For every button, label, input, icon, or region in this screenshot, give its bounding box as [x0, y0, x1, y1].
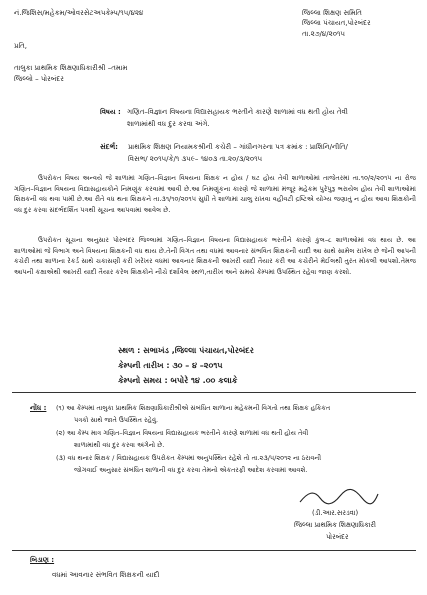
reference-line-2: વિસભ/ ૨૦૧૫/કે/૧ ૩૫૯– ૧૪૦૩ તા.૨૦/૩/૨૦૧૫ — [128, 155, 263, 163]
body-paragraph-2: ઉપરોકત સૂચના અનુસાર પોરબંદર જિલ્લામાં ગણિત–વિજ્ઞાન વિષયના વિદ્યાસહાયક ભરતીને કારણે કુલ–૮ શાળાઓમાં વધ થાય છે. આ શાળાઓમાં જે વિભાગ અને વિષયના શિક્ષકની વધ થાય છે.તેની વિગત તથા વધમાં આવનાર સંભવિત શિક્ષકની યાદી આ સાથે સામેલ રાખેલ છે જેની આપની કચેરી તથા શાળાના રેકર્ડ સાથે ચકાસણી કરી ખરેખર વધમાં આવનાર શિક્ષકની આખરી યાદી તૈયાર કરી આ કચેરીને મેઈલથી તુરંત મોકલી આપશો.તેમજ આપની કક્ષાએથી આખરી યાદી તૈયાર કરેલ શિક્ષકોને નીચે દર્શાવેલ સ્થળ,તારીખ અને સમયે કેમ્પમાં ઉપસ્થિત રહેવા જાણ કરશો. — [14, 236, 416, 276]
note-1-line-1: (૧) આ કેમ્પમાં તાલુકા પ્રાથમિક શિક્ષણાધિકારીશ્રીએ સંબંધિત શાળાના મહેકમની વિગતો તથા શિક્ષક હકિકત — [56, 404, 331, 412]
recipient-line-2: જિલ્લો – પોરબંદર — [14, 75, 64, 83]
signature-scribble — [296, 486, 382, 508]
subject-label: વિષય : — [100, 108, 121, 116]
reference-line-1: પ્રાથમિક શિક્ષણ નિયામકશ્રીની કચેરી – ગાંધીનગરના પત્ર ક્રમાંક : પ્રાશિનિ/નીતિ/ — [128, 143, 348, 151]
body-paragraph-1: ઉપરોકત વિષય અન્વયે જે શાળામાં ગણિત–વિજ્ઞાન વિષયના શિક્ષક ન હોય / ઘટ હોય તેવી શાળાઓમાં તાજેતરમાં તા.૧૦/૨/૨૦૧૫ ના રોજ ગણિત–વિજ્ઞાન વિષયના વિદ્યાસહાયકોને નિમણૂંક કરવામાં આવી છે.આ નિમણૂંકના કારણે જે શાળામાં મંજૂર મહેકમ પુરેપુરૂ ભરાયેલ હોય તેવી શાળાઓમાં શિક્ષકની વધ થવા પામી છે.આ રીતે વધ થતા શિક્ષકને તા.૩૧/૧૦/૨૦૧૫ સુધી તે શાળામાં ચાલુ રાખવા વહીવટી દ્રષ્ટિએ યોગ્ય જણાતું ન હોય આવા શિક્ષકોની વધ દુર કરવા સંદર્ભદર્શિત પત્રથી સૂચના આપવામાં આવેલ છે. — [14, 174, 416, 214]
issuer-name: જિલ્લા શિક્ષણ સમિતિ — [302, 9, 362, 17]
enclosure-divider — [12, 550, 416, 551]
issuer-office: જિલ્લા પંચાયત,પોરબંદર — [302, 19, 371, 27]
enclosure-label: બિડાણ : — [30, 556, 55, 564]
note-3-line-2: જોગવાઈ અનુસાર સંબંધિત શાળાની વધ દુર કરવા તેમનો એકતરફી આદેશ કરવામાં આવશે. — [74, 466, 308, 474]
notes-label: નોંધ : — [30, 404, 47, 412]
enclosure-item: વધમાં આવનાર સંભવિત શિક્ષકની યાદી — [52, 571, 160, 579]
note-2-line-2: શાળામાંથી વધ દુર કરવા અંગેનો છે. — [74, 441, 165, 449]
camp-date: કેમ્પની તારીખ : ૩૦ – ૪ –૨૦૧૫ — [118, 361, 223, 370]
section-divider — [12, 392, 416, 393]
note-2-line-1: (૨) આ કેમ્પ માત્ર ગણિત–વિજ્ઞાન વિષયના વિદ્યાસહાયક ભરતીને કારણે શાળામાં વધ થતી હોય તેવી — [56, 429, 309, 437]
note-3-line-1: (૩) વધ થનાર શિક્ષક / વિદ્યાસહાયક ઉપરોકત કેમ્પમાં અનુપસ્થિત રહેશે તો તા.૨૩/૫/૨૦૧૨ ના ઠરાવની — [56, 454, 322, 462]
subject-line-1: ગણિત–વિજ્ઞાન વિષયના વિદ્યાસહાયક ભરતીને કારણે શાળામાં વધ થતી હોય તેવી — [127, 108, 348, 116]
recipient-line-1: તાલુકા પ્રાથમિક શિક્ષણાધિકારીશ્રી –તમામ — [14, 64, 128, 72]
signatory-place: પોરબંદર — [326, 533, 349, 541]
signatory-title: જિલ્લા પ્રાથમિક શિક્ષણાધિકારી — [294, 521, 376, 529]
subject-line-2: શાળામાંથી વધ દુર કરવા અંગે. — [127, 120, 210, 128]
note-1-line-2: પત્રકો સાથે જાતે ઉપસ્થિત રહેવું. — [74, 416, 159, 424]
reference-number: નં.જિશિસ/મહેકમ/ઓવરસેટઅપકેમ્પ/૧૫/૪૨૪ — [14, 9, 144, 17]
reference-label: સંદર્ભ: — [100, 143, 118, 151]
recipient-salutation: પ્રતિ, — [14, 42, 27, 50]
letter-date: તા.૨૭/૪/૨૦૧૫ — [302, 30, 345, 38]
camp-place: સ્થળ : સભાખંડ ,જિલ્લા પંચાયત,પોરબંદર — [118, 346, 254, 355]
camp-time: કેમ્પનો સમય : બપોરે ૧૪ .૦૦ કલાકે — [118, 376, 238, 385]
signatory-name: (ડી.આર.સરડવા) — [312, 509, 359, 517]
